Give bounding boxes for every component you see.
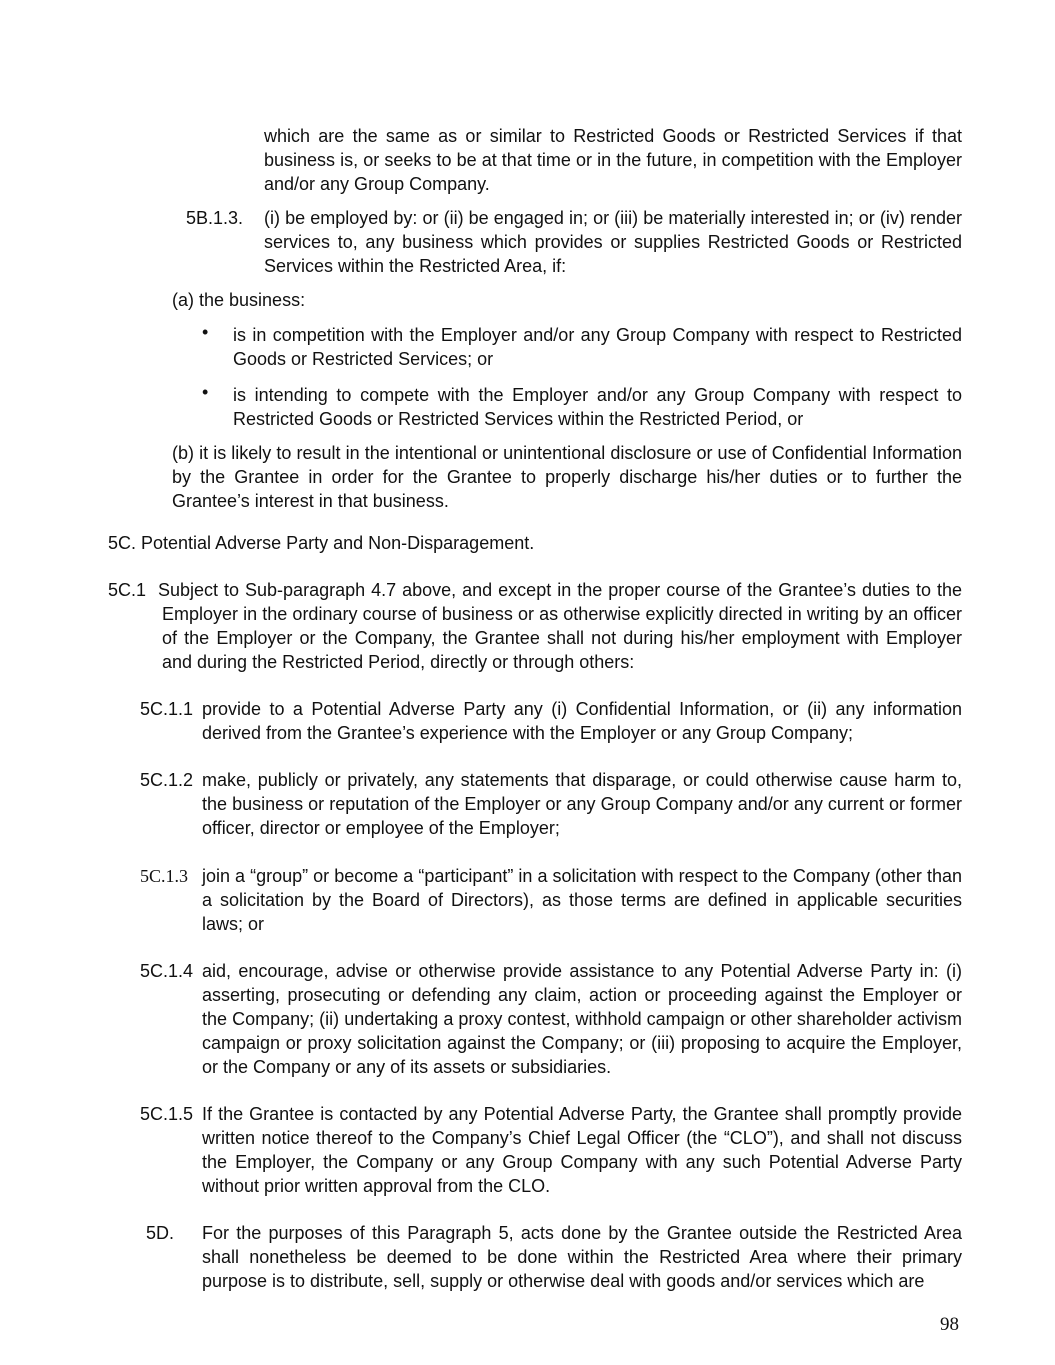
clause-5c1-text: Subject to Sub-paragraph 4.7 above, and except in the proper course of the Grantee’s duties to the Employer in the ordinary course of business or as otherwise explicitly directed in writing by an officer of the Employer or the Company, the Grantee shall not during his/her employment with Employer and during the Restricted Period, directly or through others: <box>158 580 962 672</box>
paragraph-continuation: which are the same as or similar to Restricted Goods or Restricted Services if that business is, or seeks to be at that time or in the future, in competition with the Employer and/or any Group Company. <box>264 126 962 194</box>
clause-5d-text: For the purposes of this Paragraph 5, acts done by the Grantee outside the Restricted Area shall nonetheless be deemed to be done within the Restricted Area where their primary purpose is to distribute, sell, supply or otherwise deal with goods and/or services which are <box>202 1223 962 1291</box>
bullet-item-1: is in competition with the Employer and/or any Group Company with respect to Restricted Goods or Restricted Services; or <box>233 325 962 369</box>
clause-label-5c15: 5C.1.5 <box>140 1104 194 1124</box>
bullet-icon: • <box>202 382 209 402</box>
clause-label-5c11: 5C.1.1 <box>140 699 194 719</box>
clause-5c11-text: provide to a Potential Adverse Party any (i) Confidential Information, or (ii) any information derived from the Grantee’s experience with the Employer or any Group Company; <box>202 699 962 743</box>
bullet-item-2: is intending to compete with the Employer and/or any Group Company with respect to Restricted Goods or Restricted Services within the Restricted Period, or <box>233 385 962 429</box>
clause-label-5c14: 5C.1.4 <box>140 961 194 981</box>
clause-5c15-text: If the Grantee is contacted by any Potential Adverse Party, the Grantee shall promptly provide written notice thereof to the Company’s Chief Legal Officer (the “CLO”), and shall not discuss the Employer, the Company or any Group Company with any such Potential Adverse Party without prior written approval from the CLO. <box>202 1104 962 1196</box>
section-heading-5c: 5C. Potential Adverse Party and Non-Disparagement. <box>108 533 535 553</box>
subclause-a: (a) the business: <box>172 290 306 310</box>
clause-label-5c13: 5C.1.3 <box>140 866 189 886</box>
clause-5b13-text: (i) be employed by: or (ii) be engaged in; or (iii) be materially interested in; or (iv) render services to, any business which provides or supplies Restricted Goods or Restricted Services within the Restricted Area, if: <box>264 208 962 276</box>
clause-5c13-text: join a “group” or become a “participant” in a solicitation with respect to the Company (other than a solicitation by the Board of Directors), as those terms are defined in applicable securities laws; or <box>202 866 962 934</box>
clause-label-5d: 5D. <box>146 1223 175 1243</box>
clause-label-5c1: 5C.1 <box>108 580 147 600</box>
subclause-b: (b) it is likely to result in the intentional or unintentional disclosure or use of Confidential Information by the Grantee in order for the Grantee to properly discharge his/her duties or to further the Grantee’s interest in that business. <box>172 443 962 511</box>
clause-5c14-text: aid, encourage, advise or otherwise provide assistance to any Potential Adverse Party in: (i) asserting, prosecuting or defending any claim, action or proceeding against the Employer or the Company; (ii) undertaking a proxy contest, withhold campaign or other shareholder activism campaign or proxy solicitation against the Company; or (iii) proposing to acquire the Employer, or the Company or any of its assets or subsidiaries. <box>202 961 962 1077</box>
clause-5c12-text: make, publicly or privately, any statements that disparage, or could otherwise cause harm to, the business or reputation of the Employer or any Group Company and/or any current or former officer, director or employee of the Employer; <box>202 770 962 838</box>
clause-label-5c12: 5C.1.2 <box>140 770 194 790</box>
clause-label-5b13: 5B.1.3. <box>186 208 244 228</box>
bullet-icon: • <box>202 322 209 342</box>
page-number: 98 <box>940 1314 959 1335</box>
